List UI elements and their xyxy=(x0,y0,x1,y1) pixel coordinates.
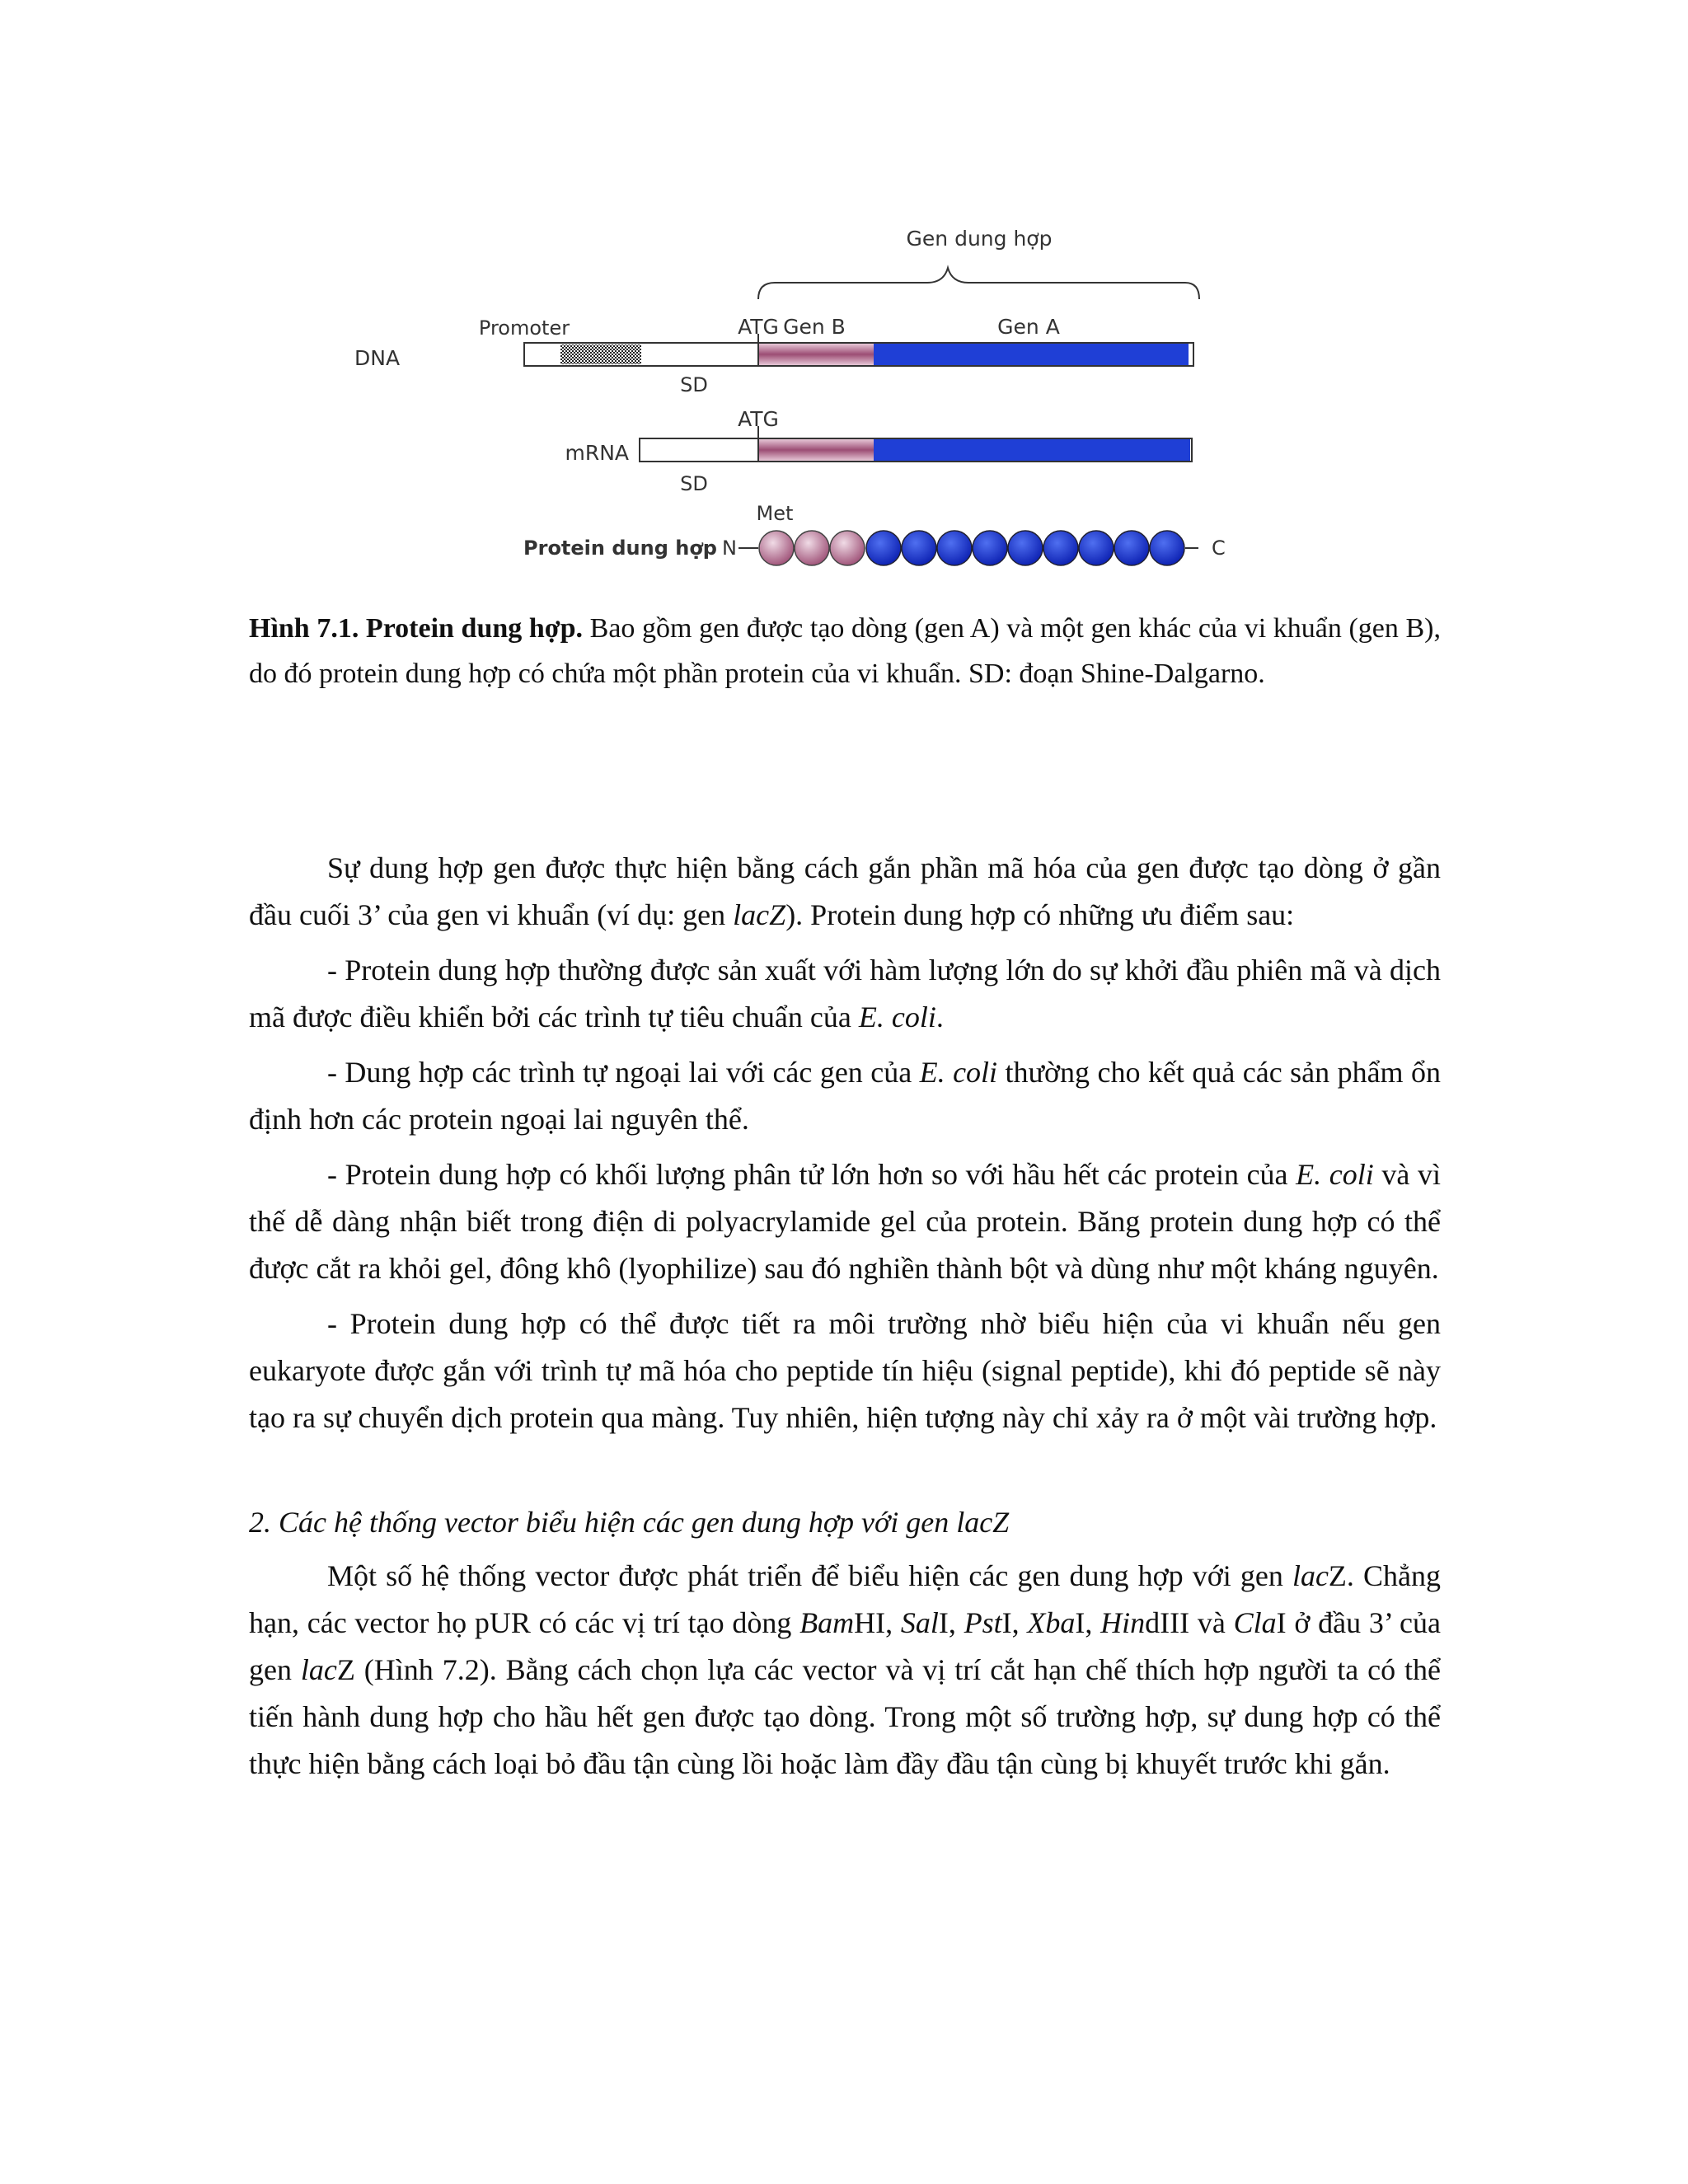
fusion-protein-figure xyxy=(354,210,1269,573)
caption-label: Hình 7.1. Protein dung hợp. xyxy=(249,613,584,644)
bead-gene-b xyxy=(830,531,865,565)
mrna-atg-label: ATG xyxy=(738,407,779,431)
mrna-gene-a xyxy=(874,439,1190,461)
mrna-sd-label: SD xyxy=(680,472,708,495)
bead-gene-a xyxy=(1043,531,1078,565)
fusion-protein-diagram xyxy=(354,210,1269,573)
bead-gene-b xyxy=(795,531,829,565)
bead-gene-a xyxy=(1150,531,1184,565)
bead-gene-a xyxy=(866,531,901,565)
mrna-label: mRNA xyxy=(565,441,629,465)
mrna-gene-b xyxy=(758,439,874,461)
bead-gene-a xyxy=(1114,531,1149,565)
bead-gene-a xyxy=(1008,531,1043,565)
caption-text: Bao gồm gen được tạo dòng (gen A) và một gen khác của vi khuẩn (gen B), do đó protein dung hợp có chứa một phần protein của vi khuẩn. SD: đoạn Shine-Dalgarno. xyxy=(249,613,1441,689)
bead-gene-a xyxy=(902,531,936,565)
dna-atg-label: ATG xyxy=(738,315,779,339)
bead-gene-a xyxy=(1079,531,1114,565)
protein-bead-chain xyxy=(759,531,1184,565)
dna-gene-b xyxy=(758,344,874,365)
gene-a-label: Gen A xyxy=(997,315,1060,339)
promoter-label: Promoter xyxy=(478,316,570,340)
paragraph-intro: Sự dung hợp gen được thực hiện bằng cách gắn phần mã hóa của gen được tạo dòng ở gần đầu cuối 3’ của gen vi khuẩn (ví dụ: gen lacZ). Protein dung hợp có những ưu điểm sau: xyxy=(249,851,1441,931)
protein-label: Protein dung hợp xyxy=(523,537,717,560)
fusion-gene-brace xyxy=(758,268,1199,299)
paragraph-lacz-vectors: Một số hệ thống vector được phát triển để biểu hiện các gen dung hợp với gen lacZ. Chẳng hạn, các vector họ pUR có các vị trí tạo dòng BamHI, SalI, PstI, XbaI, HindIII và ClaI ở đầu 3’ của gen lacZ (Hình 7.2). Bằng cách chọn lựa các vector và vị trí cắt hạn chế thích hợp người ta có thể tiến hành dung hợp cho hầu hết gen được tạo dòng. Trong một số trường hợp, sự dung hợp có thể thực hiện bằng cách loại bỏ đầu tận cùng lồi hoặc làm đầy đầu tận cùng bị khuyết trước khi gắn. xyxy=(249,1559,1441,1780)
section-heading: 2. Các hệ thống vector biểu hiện các gen dung hợp với gen lacZ xyxy=(249,1506,1010,1539)
met-label: Met xyxy=(756,502,794,525)
gene-b-label: Gen B xyxy=(783,315,846,339)
bead-gene-b xyxy=(759,531,794,565)
bead-gene-a xyxy=(973,531,1007,565)
dna-sd-label: SD xyxy=(680,373,708,396)
bullet-item: - Protein dung hợp thường được sản xuất với hàm lượng lớn do sự khởi đầu phiên mã và dịch mã được điều khiển bởi các trình tự tiêu chuẩn của E. coli. xyxy=(249,954,1441,1033)
n-terminus-label: N xyxy=(722,537,737,560)
c-terminus-label: C xyxy=(1212,537,1226,560)
dna-label: DNA xyxy=(354,346,401,370)
fusion-gene-label: Gen dung hợp xyxy=(906,227,1053,251)
bullet-item: - Protein dung hợp có thể được tiết ra môi trường nhờ biểu hiện của vi khuẩn nếu gen eukaryote được gắn với trình tự mã hóa cho peptide tín hiệu (signal peptide), khi đó peptide sẽ này tạo ra sự chuyển dịch protein qua màng. Tuy nhiên, hiện tượng này chỉ xảy ra ở một vài trường hợp. xyxy=(249,1307,1441,1434)
figure-caption xyxy=(249,606,1441,696)
bead-gene-a xyxy=(937,531,972,565)
body-text xyxy=(249,845,1441,1796)
dna-gene-a xyxy=(874,344,1189,365)
bullet-item: - Dung hợp các trình tự ngoại lai với các gen của E. coli thường cho kết quả các sản phẩm ổn định hơn các protein ngoại lai nguyên thể. xyxy=(249,1056,1441,1136)
promoter-region xyxy=(560,344,641,364)
bullet-item: - Protein dung hợp có khối lượng phân tử lớn hơn so với hầu hết các protein của E. coli và vì thế dễ dàng nhận biết trong điện di polyacrylamide gel của protein. Băng protein dung hợp có thể được cắt ra khỏi gel, đông khô (lyophilize) sau đó nghiền thành bột và dùng như một kháng nguyên. xyxy=(249,1158,1441,1285)
